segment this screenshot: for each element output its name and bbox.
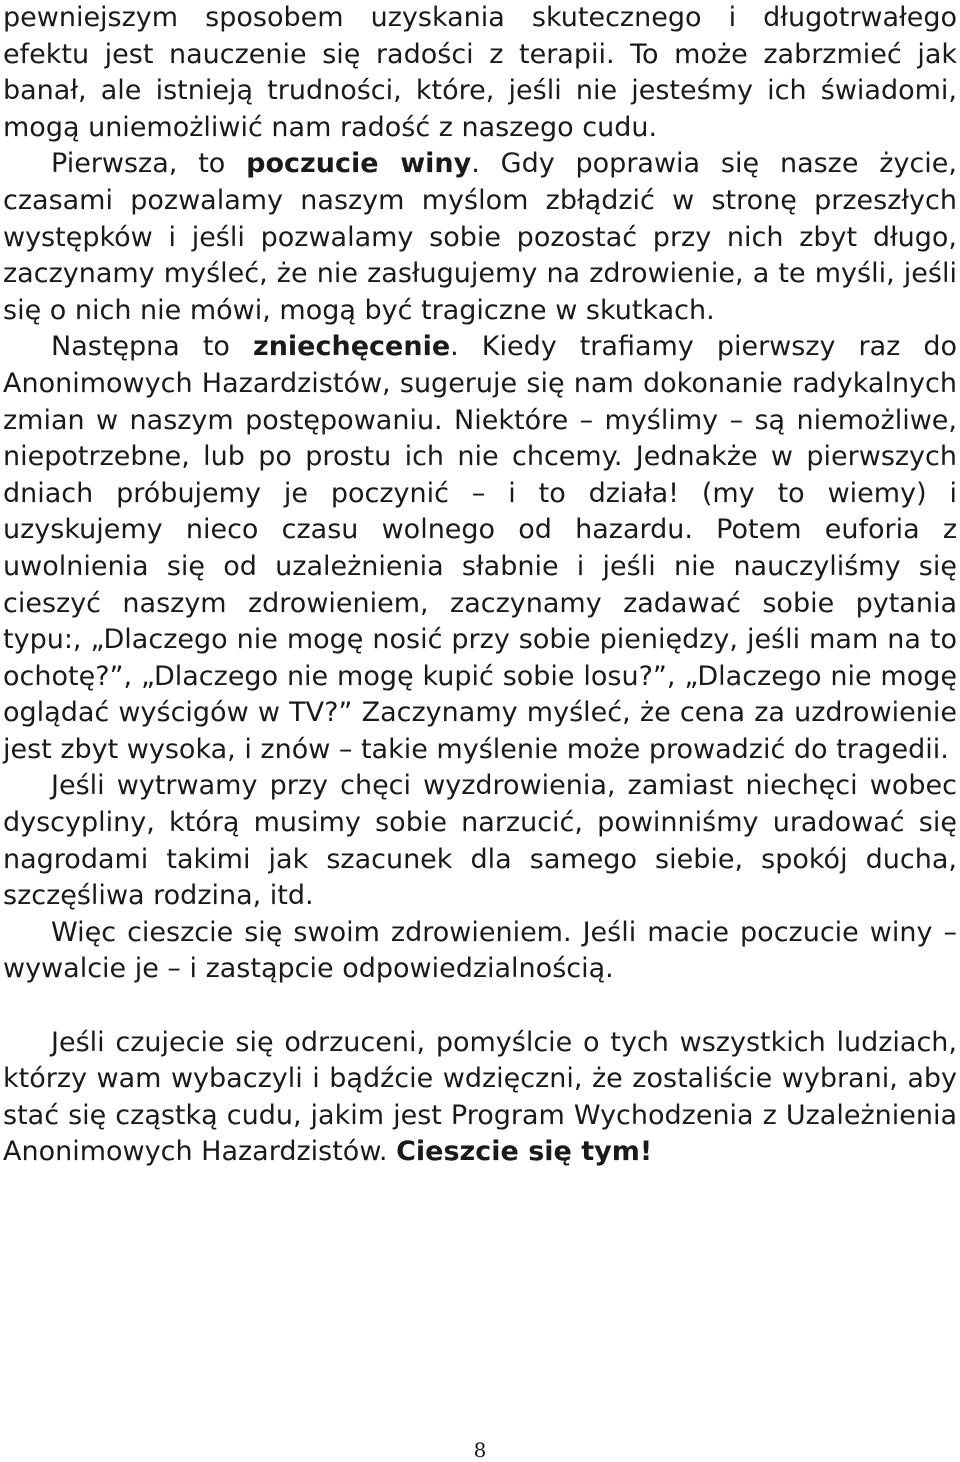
term-guilt: poczucie winy (246, 148, 472, 180)
paragraph-discouragement-lead: Następna to (51, 331, 253, 363)
page-number: 8 (473, 1438, 487, 1462)
paragraph-discouragement (3, 329, 957, 768)
closing-exclamation: Cieszcie się tym! (396, 1136, 653, 1168)
paragraph-rejected-text: Jeśli czujecie się odrzuceni, pomyślcie o tych wszystkich ludziach, którzy wam wybaczyli i bądźcie wdzięczni, że zostaliście wybrani, aby stać się cząstką cudu, jakim jest Program Wychodzenia z Uzależnienia Anonimowych Hazardzistów. (3, 1026, 957, 1168)
paragraph-guilt-rest: . Gdy poprawia się nasze życie, czasami pozwalamy naszym myślom zbłądzić w stronę przeszłych występków i jeśli pozwalamy sobie pozostać przy nich zbyt długo, zaczynamy myśleć, że nie zasługujemy na zdrowienie, a te myśli, jeśli się o nich nie mówi, mogą być tragiczne w skutkach. (3, 148, 957, 326)
paragraph-guilt (3, 146, 957, 329)
paragraph-discouragement-rest: . Kiedy trafiamy pierwszy raz do Anonimowych Hazardzistów, sugeruje się nam dokonanie radykalnych zmian w naszym postępowaniu. Niektóre – myślimy – są niemożliwe, niepotrzebne, lub po prostu ich nie chcemy. Jednakże w pierwszych dniach próbujemy je poczynić – i to działa! (my to wiemy) i uzyskujemy nieco czasu wolnego od hazardu. Potem euforia z uwolnienia się od uzależnienia słabnie i jeśli nie nauczyliśmy się cieszyć naszym zdrowieniem, zaczynamy zadawać sobie pytania typu:, „Dlaczego nie mogę nosić przy sobie pieniędzy, jeśli mam na to ochotę?”, „Dlaczego nie mogę kupić sobie losu?”, „Dlaczego nie mogę oglądać wyścigów w TV?” Zaczynamy myśleć, że cena za uzdrowienie jest zbyt wysoka, i znów – takie myślenie może prowadzić do tragedii. (3, 331, 958, 765)
paragraph-continuation: pewniejszym sposobem uzyskania skutecznego i długotrwałego efektu jest nauczenie się radości z terapii. To może zabrzmieć jak banał, ale istnieją trudności, które, jeśli nie jesteśmy ich świadomi, mogą uniemożliwić nam radość z naszego cudu. (3, 2, 957, 143)
paragraph-enjoy: Więc cieszcie się swoim zdrowieniem. Jeśli macie poczucie winy – wywalcie je – i zastąpcie odpowiedzialnością. (3, 916, 957, 985)
paragraph-rejected (3, 1025, 957, 1171)
paragraph-guilt-lead: Pierwsza, to (51, 148, 247, 180)
paragraph-persistence: Jeśli wytrwamy przy chęci wyzdrowienia, zamiast niechęci wobec dyscypliny, którą musimy sobie narzucić, powinniśmy uradować się nagrodami takimi jak szacunek dla samego siebie, spokój ducha, szczęśliwa rodzina, itd. (3, 770, 957, 912)
term-discouragement: zniechęcenie (252, 331, 451, 363)
blank-line (3, 988, 957, 1025)
body-text (3, 0, 957, 1171)
document-page (3, 0, 957, 1171)
